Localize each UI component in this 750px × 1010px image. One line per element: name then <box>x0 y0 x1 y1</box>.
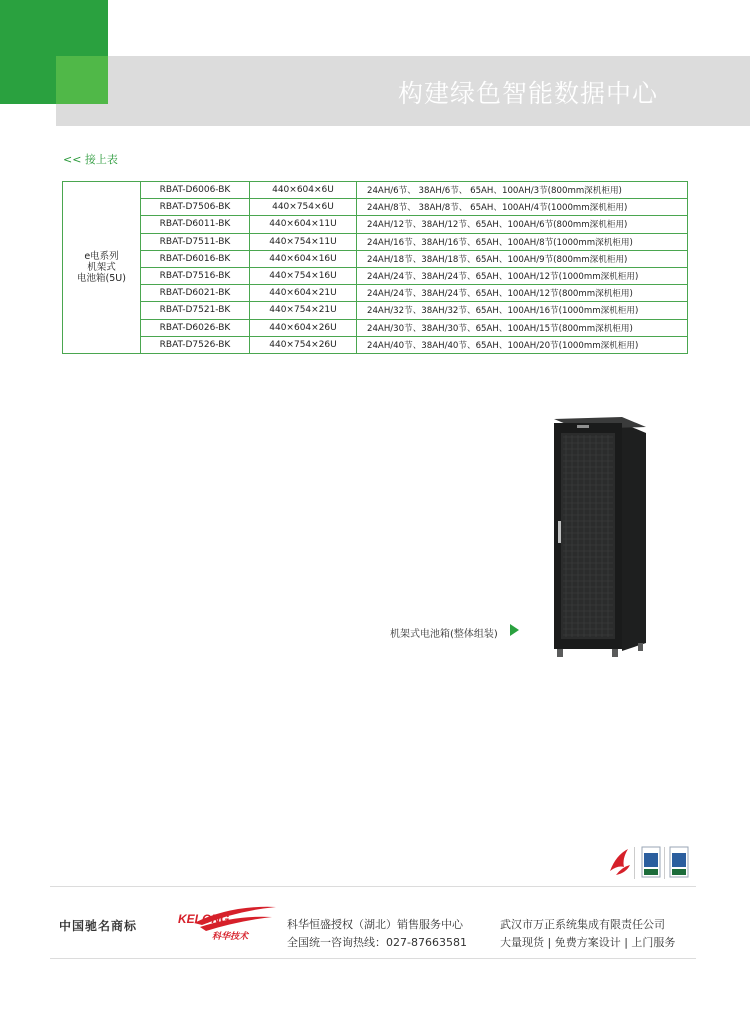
size-cell: 440×604×6U <box>250 182 357 199</box>
config-cell: 24AH/24节、38AH/24节、65AH、100AH/12节(800mm深机柜用) <box>357 285 688 302</box>
footer-divider-top <box>50 886 696 887</box>
header-accent-block <box>56 56 108 104</box>
table-row <box>63 250 688 267</box>
dnv-cert-icon-2 <box>670 847 688 877</box>
footer-service-center <box>287 916 467 952</box>
table-row <box>63 302 688 319</box>
caption-arrow-icon <box>510 624 519 636</box>
config-cell: 24AH/12节、38AH/12节、65AH、100AH/6节(800mm深机柜用) <box>357 216 688 233</box>
service-center-name: 科华恒盛授权（湖北）销售服务中心 <box>287 918 463 931</box>
kelong-logo <box>176 905 280 943</box>
rack-cabinet-image <box>552 411 646 661</box>
continued-from-previous-link[interactable]: << 接上表 <box>63 153 118 166</box>
certification-marks <box>608 845 692 881</box>
table-row <box>63 216 688 233</box>
size-cell: 440×754×11U <box>250 233 357 250</box>
config-cell: 24AH/30节、38AH/30节、65AH、100AH/15节(800mm深机柜用) <box>357 319 688 336</box>
model-cell: RBAT-D7526-BK <box>141 336 250 353</box>
model-cell: RBAT-D7516-BK <box>141 267 250 284</box>
model-cell: RBAT-D6006-BK <box>141 182 250 199</box>
config-cell: 24AH/40节、38AH/40节、65AH、100AH/20节(1000mm深机柜用) <box>357 336 688 353</box>
model-cell: RBAT-D6026-BK <box>141 319 250 336</box>
series-label-line: e电系列 <box>84 250 119 262</box>
table-row <box>63 233 688 250</box>
table-row <box>63 319 688 336</box>
table-row <box>63 336 688 353</box>
model-cell: RBAT-D7521-BK <box>141 302 250 319</box>
model-cell: RBAT-D7506-BK <box>141 199 250 216</box>
config-cell: 24AH/24节、38AH/24节、65AH、100AH/12节(1000mm深机柜用) <box>357 267 688 284</box>
logo-text-cn: 科华技术 <box>212 932 249 942</box>
config-cell: 24AH/32节、38AH/32节、65AH、100AH/16节(1000mm深机柜用) <box>357 302 688 319</box>
table-row <box>63 285 688 302</box>
page-title: 构建绿色智能数据中心 <box>397 79 658 108</box>
footer-divider-bottom <box>50 958 696 959</box>
size-cell: 440×754×21U <box>250 302 357 319</box>
table-row <box>63 182 688 199</box>
table-row <box>63 267 688 284</box>
model-cell: RBAT-D6021-BK <box>141 285 250 302</box>
model-cell: RBAT-D6011-BK <box>141 216 250 233</box>
hotline-text: 全国统一咨询热线：027-87663581 <box>287 936 467 949</box>
config-cell: 24AH/16节、38AH/16节、65AH、100AH/8节(1000mm深机柜用) <box>357 233 688 250</box>
config-cell: 24AH/6节、 38AH/6节、 65AH、100AH/3节(800mm深机柜用) <box>357 182 688 199</box>
config-cell: 24AH/18节、38AH/18节、65AH、100AH/9节(800mm深机柜用) <box>357 250 688 267</box>
figure-caption: 机架式电池箱(整体组装) <box>390 629 498 640</box>
config-cell: 24AH/8节、 38AH/8节、 65AH、100AH/4节(1000mm深机柜用) <box>357 199 688 216</box>
size-cell: 440×754×16U <box>250 267 357 284</box>
size-cell: 440×604×16U <box>250 250 357 267</box>
size-cell: 440×754×6U <box>250 199 357 216</box>
dnv-cert-icon-1 <box>642 847 660 877</box>
well-known-trademark-label: 中国驰名商标 <box>59 919 138 933</box>
size-cell: 440×604×26U <box>250 319 357 336</box>
size-cell: 440×604×21U <box>250 285 357 302</box>
size-cell: 440×604×11U <box>250 216 357 233</box>
size-cell: 440×754×26U <box>250 336 357 353</box>
model-cell: RBAT-D6016-BK <box>141 250 250 267</box>
footer-company <box>500 916 675 952</box>
table-row <box>63 199 688 216</box>
spec-table <box>62 181 688 354</box>
cccf-mark-icon <box>610 849 630 875</box>
company-name: 武汉市万正系统集成有限责任公司 <box>500 918 665 931</box>
series-label-cell <box>63 182 141 354</box>
model-cell: RBAT-D7511-BK <box>141 233 250 250</box>
series-label-line: 电池箱(5U) <box>77 272 126 284</box>
series-label-line: 机架式 <box>87 261 116 273</box>
logo-text-en: KELONG <box>178 912 230 926</box>
service-slogan: 大量现货 | 免费方案设计 | 上门服务 <box>500 936 676 949</box>
